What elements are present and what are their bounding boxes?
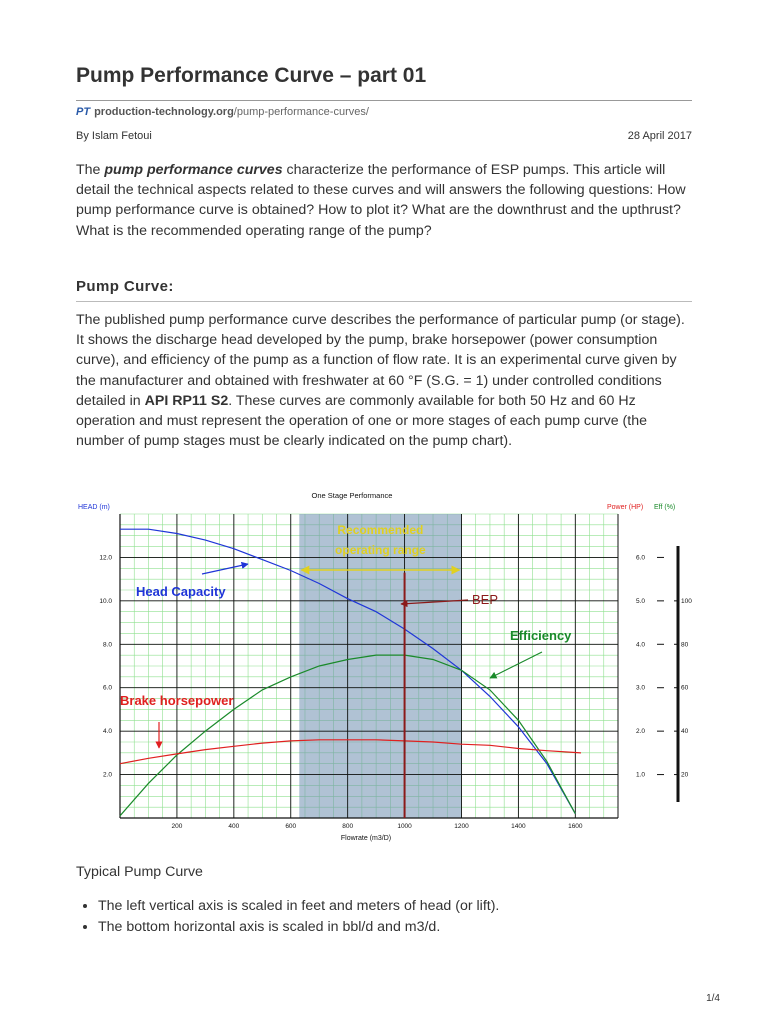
efficiency-label: Efficiency [510, 628, 572, 643]
y2-eff-tick-label: 20 [681, 771, 689, 779]
source-host[interactable]: production-technology.org [94, 106, 234, 118]
head-capacity-label: Head Capacity [136, 584, 226, 599]
list-item: • The left vertical axis is scaled in feet and meters of head (or lift). [98, 896, 698, 917]
y2-eff-label: Eff (%) [654, 504, 676, 511]
section-heading: Pump Curve: [76, 278, 174, 295]
x-tick-label: 1200 [454, 823, 469, 830]
intro-pre: The [76, 162, 105, 178]
bullet-list [76, 896, 698, 937]
y-tick-label: 10.0 [99, 597, 112, 605]
source-line[interactable] [76, 106, 369, 118]
y2-power-tick-label: 4.0 [636, 641, 646, 649]
pump-curve-paragraph [76, 310, 696, 451]
chart-title: One Stage Performance [311, 491, 393, 500]
p2-post: . These curves are commonly available for both 50 Hz and 60 Hz operation and must represent the operation of one or more stages of each pump curve (the number of pump stages must be clearly indicated on the pump chart). [76, 392, 647, 450]
y2-power-tick-label: 1.0 [636, 771, 646, 779]
page-title: Pump Performance Curve – part 01 [76, 64, 427, 87]
pt-logo-icon: PT [76, 106, 91, 118]
y2-power-tick-label: 6.0 [636, 554, 646, 562]
author-byline: By Islam Fetoui [76, 130, 152, 142]
y2-power-tick-label: 2.0 [636, 728, 646, 736]
intro-paragraph [76, 160, 696, 241]
y2-eff-tick-label: 40 [681, 728, 689, 736]
intro-bold: pump performance curves [104, 162, 283, 178]
page-number: 1/4 [706, 993, 720, 1004]
y-tick-label: 2.0 [102, 771, 112, 779]
x-tick-label: 1000 [397, 823, 412, 830]
range-label-1: Recommended [337, 523, 424, 537]
intro-post: characterize the performance of ESP pumps. This article will detail the technical aspects related to these curves and will answers the following questions: How pump performance curve is obtained? How to plot it? What are the downthrust and the upthrust? What is the recommended operating range of the pump? [76, 162, 686, 239]
bep-label: BEP [472, 592, 499, 607]
x-tick-label: 1600 [568, 823, 583, 830]
y-tick-label: 8.0 [102, 641, 112, 649]
y2-eff-tick-label: 60 [681, 684, 689, 692]
x-tick-label: 1400 [511, 823, 526, 830]
x-tick-label: 800 [342, 823, 354, 830]
source-path[interactable]: /pump-performance-curves/ [233, 106, 369, 118]
title-divider [76, 100, 692, 101]
range-label-2: operating range [335, 543, 426, 557]
y-tick-label: 6.0 [102, 684, 112, 692]
x-tick-label: 600 [285, 823, 297, 830]
section-divider [76, 301, 692, 302]
x-tick-label: 200 [171, 823, 183, 830]
figure-caption: Typical Pump Curve [76, 864, 203, 880]
y2-power-tick-label: 5.0 [636, 597, 646, 605]
p2-pre: The published pump performance curve describes the performance of particular pump (or stage). It shows the discharge head developed by the pump, brake horsepower (power consumption curve), and efficiency of the pump as a function of flow rate. It is an experimental curve given by the manufacturer and obtained with freshwater at 60 °F (S.G. = 1) under controlled conditions detailed in [76, 312, 685, 409]
publish-date: 28 April 2017 [627, 130, 692, 142]
x-tick-label: 400 [228, 823, 240, 830]
list-item: • The bottom horizontal axis is scaled in bbl/d and m3/d. [98, 917, 698, 938]
x-axis-label: Flowrate (m3/D) [340, 835, 392, 842]
y-axis-label: HEAD (m) [78, 504, 110, 511]
p2-bold: API RP11 S2 [144, 392, 229, 409]
y-tick-label: 12.0 [99, 554, 112, 562]
y2-eff-tick-label: 100 [681, 597, 692, 605]
bhp-label: Brake horsepower [120, 693, 234, 708]
y-tick-label: 4.0 [102, 728, 112, 736]
y2-power-tick-label: 3.0 [636, 684, 646, 692]
y2-power-label: Power (HP) [607, 504, 644, 511]
y2-eff-tick-label: 80 [681, 641, 689, 649]
pump-performance-chart [74, 486, 694, 848]
recommended-range-band [299, 514, 461, 818]
